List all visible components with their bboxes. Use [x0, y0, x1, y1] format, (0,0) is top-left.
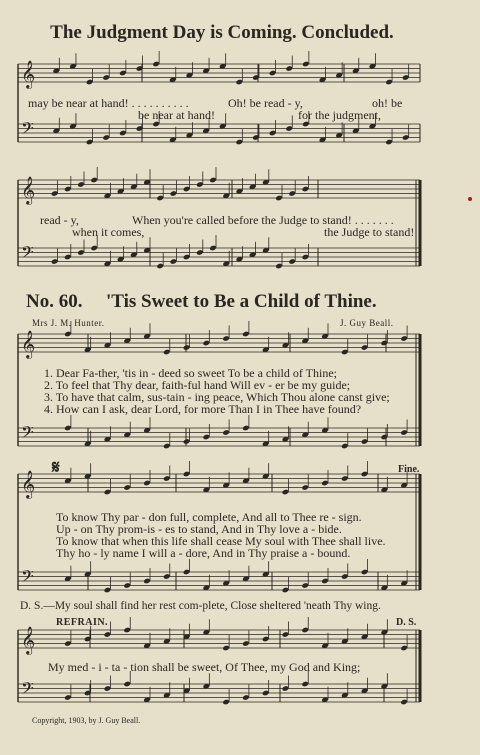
bass-clef: 𝄢 [21, 566, 34, 590]
fine-mark: Fine. [398, 464, 420, 475]
hymn-title: 'Tis Sweet to Be a Child of Thine. [105, 291, 377, 312]
verse-line: 2. To feel that Thy dear, faith-ful hand Will ev - er be my guide; [44, 378, 351, 392]
page-title: The Judgment Day is Coming. Concluded. [50, 22, 394, 43]
bass-clef: 𝄢 [21, 422, 34, 446]
refrain-lyric: My med - i - ta - tion shall be sweet, Of Thee, my God and King; [48, 660, 361, 674]
verse-line: 3. To have that calm, sus-tain - ing peace, Which Thou alone canst give; [44, 390, 390, 404]
bass-clef: 𝄢 [21, 118, 34, 142]
lyric-line: the Judge to stand! [324, 225, 415, 239]
lyric-line: oh! be [372, 96, 403, 110]
copyright: Copyright, 1903, by J. Guy Beall. [32, 716, 141, 725]
lyric-line: be near at hand! [138, 108, 215, 122]
treble-clef: 𝄞 [21, 626, 36, 654]
ds-label: D. S. [396, 617, 417, 628]
ink-spot [468, 197, 472, 201]
hymn-number: No. 60. [26, 291, 83, 312]
lyric-line: for the judgment, [298, 108, 381, 122]
treble-clef: 𝄞 [21, 176, 36, 204]
lyric-line: may be near at hand! . . . . . . . . . . [28, 96, 189, 110]
verse-line: To know Thy par - don full, complete, And all to Thee re - sign. [56, 510, 362, 524]
refrain-label: REFRAIN. [56, 617, 109, 628]
verse-line: 4. How can I ask, dear Lord, for more Than I in Thee have found? [44, 402, 362, 416]
segno-sign: 𝄋 [52, 457, 60, 477]
words-credit: Mrs J. M. Hunter. [32, 318, 105, 328]
verse-line: Up - on Thy prom-is - es to stand, And in Thy love a - bide. [56, 522, 342, 536]
verse-line: Thy ho - ly name I will a - dore, And in Thy praise a - bound. [56, 546, 351, 560]
hymn-heading [26, 291, 377, 313]
lyric-line: when it comes, [72, 225, 145, 239]
bass-clef: 𝄢 [21, 678, 34, 702]
lyric-line: When you're called before the Judge to stand! . . . . . . . [132, 213, 394, 227]
lyric-line: Oh! be read - y, [228, 96, 303, 110]
treble-clef: 𝄞 [21, 470, 36, 498]
ds-instruction: D. S.—My soul shall find her rest com-plete, Close sheltered 'neath Thy wing. [20, 600, 381, 612]
verse-line: To know that when this life shall cease My soul with Thee shall live. [56, 534, 386, 548]
bass-clef: 𝄢 [21, 242, 34, 266]
verse-line: 1. Dear Fa-ther, 'tis in - deed so sweet To be a child of Thine; [44, 366, 337, 380]
lyric-line: read - y, [40, 213, 79, 227]
treble-clef: 𝄞 [21, 60, 36, 88]
treble-clef: 𝄞 [21, 330, 36, 358]
music-credit: J. Guy Beall. [340, 318, 394, 328]
